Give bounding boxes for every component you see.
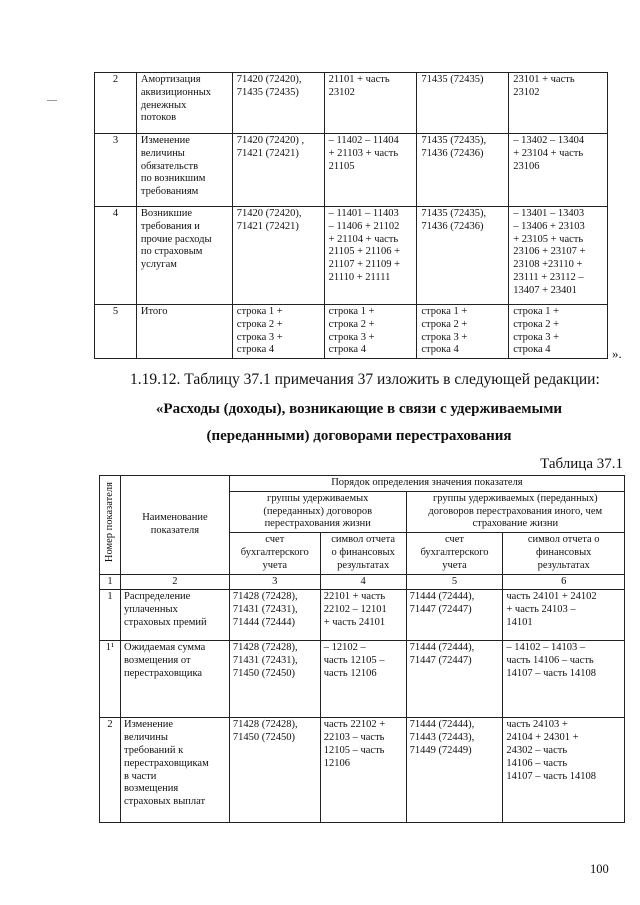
- header-group-life: группы удерживаемых (переданных) договоров перестрахования жизни: [229, 491, 406, 532]
- cell-symbol: строка 1 + строка 2 + строка 3 + строка 4: [324, 305, 417, 359]
- cell-account: 71420 (72420), 71435 (72435): [232, 73, 324, 134]
- row-name: Изменение величины обязательств по возникшим требованиям: [136, 134, 232, 207]
- cell-account: 71420 (72420) , 71421 (72421): [232, 134, 324, 207]
- cell-account: 71435 (72435): [417, 73, 509, 134]
- row-number: 2: [100, 718, 121, 823]
- table-row: [95, 305, 608, 359]
- table-row: [95, 73, 608, 134]
- amendment-paragraph: 1.19.12. Таблицу 37.1 примечания 37 изложить в следующей редакции:: [130, 371, 600, 388]
- row-number: 3: [95, 134, 137, 207]
- cell-symbol: часть 22102 + 22103 – часть 12105 – часть 12106: [320, 718, 406, 823]
- closing-quote: ».: [612, 346, 622, 361]
- table-heading-line-1: «Расходы (доходы), возникающие в связи с удерживаемыми: [155, 401, 563, 417]
- header-symbol: символ отчета о финансовых результатах: [503, 533, 625, 574]
- cell-symbol: – 13402 – 13404 + 23104 + часть 23106: [509, 134, 608, 207]
- cell-account: 71444 (72444), 71447 (72447): [406, 590, 503, 641]
- row-number: 1: [100, 590, 121, 641]
- header-row: [100, 476, 625, 492]
- cell-account: 71444 (72444), 71447 (72447): [406, 641, 503, 718]
- header-group-nonlife: группы удерживаемых (переданных) договоров перестрахования иного, чем страхование жизни: [406, 491, 624, 532]
- cell-account: 71420 (72420), 71421 (72421): [232, 207, 324, 305]
- cell-symbol: строка 1 + строка 2 + строка 3 + строка 4: [509, 305, 608, 359]
- header-name-column: Наименование показателя: [120, 476, 229, 575]
- cell-symbol: – 14102 – 14103 – часть 14106 – часть 14107 – часть 14108: [503, 641, 625, 718]
- cell-symbol: 23101 + часть 23102: [509, 73, 608, 134]
- row-number: 5: [95, 305, 137, 359]
- column-number: 6: [503, 574, 625, 590]
- column-number: 1: [100, 574, 121, 590]
- row-number: 2: [95, 73, 137, 134]
- header-order: Порядок определения значения показателя: [229, 476, 624, 492]
- column-number: 4: [320, 574, 406, 590]
- header-symbol: символ отчета о финансовых результатах: [320, 533, 406, 574]
- row-name: Возникшие требования и прочие расходы по страховым услугам: [136, 207, 232, 305]
- column-number: 5: [406, 574, 503, 590]
- table-row: [95, 134, 608, 207]
- cell-account: 71428 (72428), 71450 (72450): [229, 718, 320, 823]
- cell-symbol: – 13401 – 13403 – 13406 + 23103 + 23105 + часть 23106 + 23107 + 23108 +23110 + 23111 + 23112 – 13407 + 23401: [509, 207, 608, 305]
- row-name: Итого: [136, 305, 232, 359]
- table-37-1: [99, 475, 625, 823]
- cell-symbol: – 12102 – часть 12105 – часть 12106: [320, 641, 406, 718]
- table-caption: Таблица 37.1: [540, 456, 623, 472]
- cell-account: 71428 (72428), 71431 (72431), 71450 (72450): [229, 641, 320, 718]
- table-top-continuation: [94, 72, 608, 359]
- table-row: [100, 641, 625, 718]
- row-number: 1¹: [100, 641, 121, 718]
- column-number: 3: [229, 574, 320, 590]
- cell-account: 71435 (72435), 71436 (72436): [417, 134, 509, 207]
- cell-account: 71444 (72444), 71443 (72443), 71449 (72449): [406, 718, 503, 823]
- margin-mark: [47, 100, 57, 101]
- cell-symbol: часть 24103 + 24104 + 24301 + 24302 – часть 14106 – часть 14107 – часть 14108: [503, 718, 625, 823]
- cell-symbol: – 11401 – 11403 – 11406 + 21102 + 21104 + часть 21105 + 21106 + 21107 + 21109 + 21110 + 21111: [324, 207, 417, 305]
- column-number-row: [100, 574, 625, 590]
- cell-symbol: – 11402 – 11404 + 21103 + часть 21105: [324, 134, 417, 207]
- cell-symbol: 21101 + часть 23102: [324, 73, 417, 134]
- column-number: 2: [120, 574, 229, 590]
- cell-symbol: часть 24101 + 24102 + часть 24103 – 14101: [503, 590, 625, 641]
- table-row: [95, 207, 608, 305]
- page-number: 100: [590, 862, 609, 876]
- header-number-column: Номер показателя: [100, 476, 121, 575]
- row-name: Амортизация аквизиционных денежных потоков: [136, 73, 232, 134]
- cell-account: строка 1 + строка 2 + строка 3 + строка 4: [417, 305, 509, 359]
- row-name: Ожидаемая сумма возмещения от перестраховщика: [120, 641, 229, 718]
- row-number: 4: [95, 207, 137, 305]
- table-row: [100, 590, 625, 641]
- row-name: Изменение величины требований к перестраховщикам в части возмещения страховых выплат: [120, 718, 229, 823]
- cell-symbol: 22101 + часть 22102 – 12101 + часть 24101: [320, 590, 406, 641]
- cell-account: 71435 (72435), 71436 (72436): [417, 207, 509, 305]
- table-heading-line-2: (переданными) договорами перестрахования: [206, 428, 512, 444]
- cell-account: строка 1 + строка 2 + строка 3 + строка 4: [232, 305, 324, 359]
- table-row: [100, 718, 625, 823]
- header-account: счет бухгалтерского учета: [406, 533, 503, 574]
- cell-account: 71428 (72428), 71431 (72431), 71444 (72444): [229, 590, 320, 641]
- header-account: счет бухгалтерского учета: [229, 533, 320, 574]
- row-name: Распределение уплаченных страховых премий: [120, 590, 229, 641]
